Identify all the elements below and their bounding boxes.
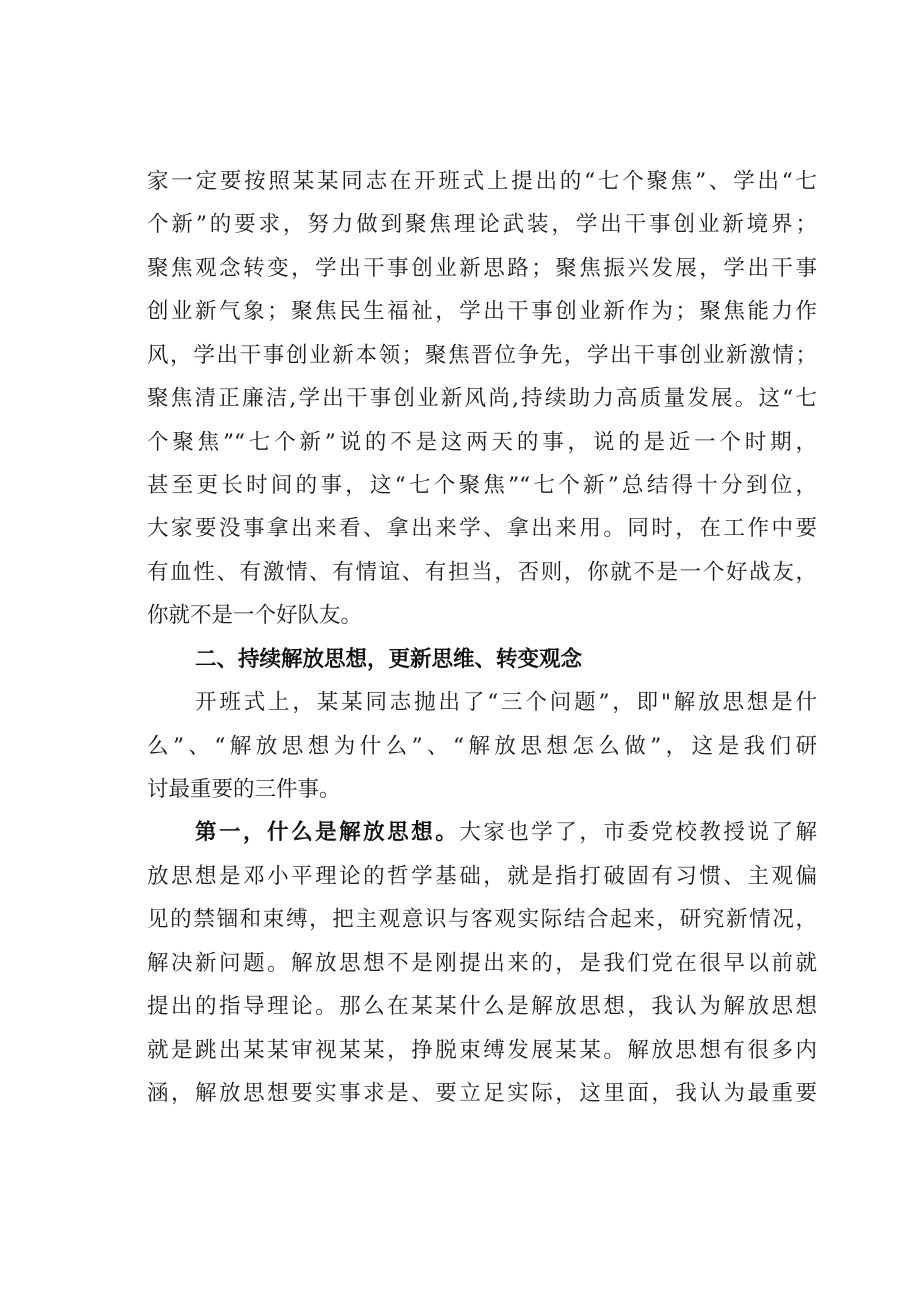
paragraph-1-line-7: 个聚焦”“七个新”说的不是这两天的事，说的是近一个时期， — [147, 430, 817, 455]
paragraph-3-line-7: 涵，解放思想要实事求是、要立足实际，这里面，我认为最重要 — [147, 1081, 817, 1106]
paragraph-1-line-3: 聚焦观念转变，学出干事创业新思路；聚焦振兴发展，学出干事 — [147, 256, 817, 281]
paragraph-1-line-11: 你就不是一个好队友。 — [147, 603, 363, 628]
paragraph-1-line-6: 聚焦清正廉洁,学出干事创业新风尚,持续助力高质量发展。这“七 — [147, 386, 817, 411]
paragraph-3-line-4: 解决新问题。解放思想不是刚提出来的，是我们党在很早以前就 — [147, 951, 817, 976]
paragraph-1-line-9: 大家要没事拿出来看、拿出来学、拿出来用。同时，在工作中要 — [147, 516, 817, 541]
paragraph-3-line-5: 提出的指导理论。那么在某某什么是解放思想，我认为解放思想 — [147, 994, 817, 1019]
section-heading-2: 二、持续解放思想，更新思维、转变观念 — [195, 647, 583, 672]
paragraph-3-first-rest: 大家也学了，市委党校教授说了解 — [459, 820, 817, 845]
paragraph-3-line-6: 就是跳出某某审视某某，挣脱束缚发展某某。解放思想有很多内 — [147, 1038, 817, 1063]
paragraph-1-line-4: 创业新气象；聚焦民生福祉，学出干事创业新作为；聚焦能力作 — [147, 299, 817, 324]
paragraph-3-line-1 — [195, 813, 817, 853]
paragraph-1-line-2: 个新”的要求，努力做到聚焦理论武装，学出干事创业新境界； — [147, 212, 817, 237]
paragraph-3-lead: 第一，什么是解放思想。 — [195, 820, 460, 845]
paragraph-1-line-8: 甚至更长时间的事，这“七个聚焦”“七个新”总结得十分到位， — [147, 473, 817, 498]
paragraph-1-line-5: 风，学出干事创业新本领；聚焦晋位争先，学出干事创业新激情； — [147, 343, 817, 368]
paragraph-2-line-3: 讨最重要的三件事。 — [147, 777, 341, 802]
paragraph-3-line-3: 见的禁锢和束缚，把主观意识与客观实际结合起来，研究新情况， — [147, 907, 817, 932]
paragraph-2-line-2: 么”、“解放思想为什么”、“解放思想怎么做”，这是我们研 — [147, 734, 817, 759]
paragraph-1-line-1: 家一定要按照某某同志在开班式上提出的“七个聚焦”、学出“七 — [147, 169, 817, 194]
paragraph-1-line-10: 有血性、有激情、有情谊、有担当，否则，你就不是一个好战友， — [147, 560, 817, 585]
paragraph-2-line-1: 开班式上，某某同志抛出了“三个问题”，即"解放思想是什 — [195, 690, 817, 715]
paragraph-3-line-2: 放思想是邓小平理论的哲学基础，就是指打破固有习惯、主观偏 — [147, 864, 817, 889]
